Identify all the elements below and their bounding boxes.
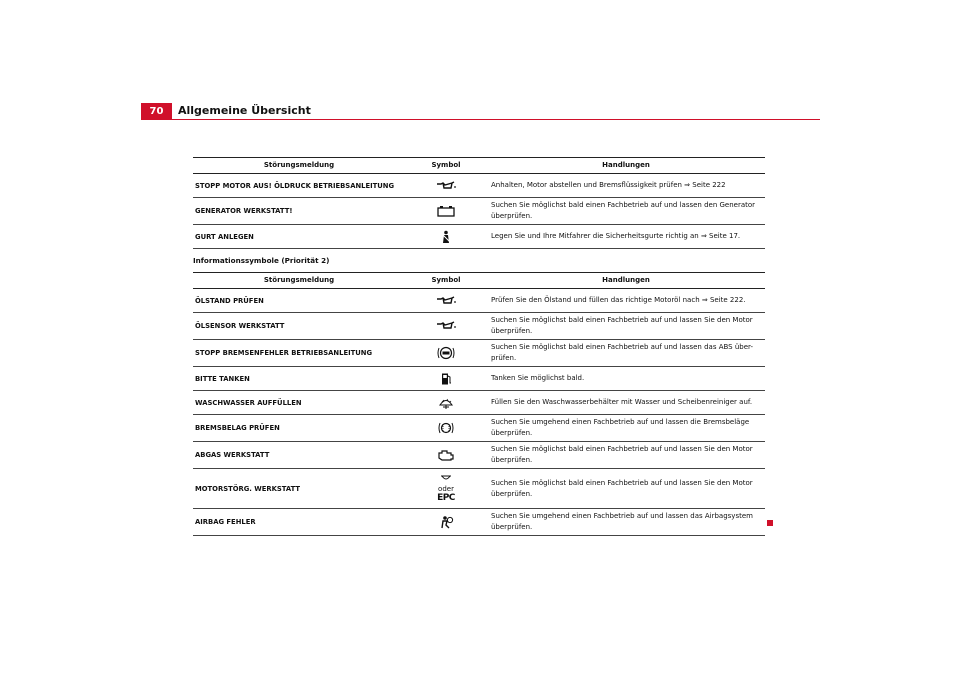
- message-cell: ÖLSENSOR WERKSTATT: [193, 313, 405, 340]
- washer-fluid-icon: [435, 396, 457, 410]
- table-row: [193, 289, 765, 313]
- table-header: [193, 158, 765, 174]
- column-header: Symbol: [405, 158, 487, 174]
- action-cell: Suchen Sie umgehend einen Fachbetrieb auf und lassen die Bremsbeläge überprüfen.: [487, 415, 765, 442]
- table-row: [193, 198, 765, 225]
- oil-can-icon: [435, 319, 457, 333]
- oil-can-icon: [435, 294, 457, 308]
- table-header: [193, 273, 765, 289]
- column-header: Handlungen: [487, 273, 765, 289]
- action-cell: Suchen Sie möglichst bald einen Fachbetrieb auf und lassen Sie den Motor überprüfen.: [487, 469, 765, 509]
- brake-pad-icon: [435, 421, 457, 435]
- table-row: [193, 442, 765, 469]
- message-cell: BREMSBELAG PRÜFEN: [193, 415, 405, 442]
- column-header: Störungsmeldung: [193, 158, 405, 174]
- seatbelt-icon: [435, 230, 457, 244]
- table-row: [193, 225, 765, 249]
- message-cell: MOTORSTÖRG. WERKSTATT: [193, 469, 405, 509]
- end-marker: [767, 520, 773, 526]
- action-cell: Suchen Sie möglichst bald einen Fachbetrieb auf und lassen Sie den Motor überprüfen.: [487, 313, 765, 340]
- action-cell: Prüfen Sie den Ölstand und füllen das richtige Motoröl nach ⇒ Seite 222.: [487, 289, 765, 313]
- or-label: oder: [438, 485, 454, 493]
- action-cell: Suchen Sie möglichst bald einen Fachbetrieb auf und lassen Sie den Motor überprüfen.: [487, 442, 765, 469]
- page-number: 70: [141, 103, 172, 120]
- table-row: [193, 391, 765, 415]
- action-cell: Suchen Sie umgehend einen Fachbetrieb auf und lassen das Airbagsystem überprüfen.: [487, 509, 765, 536]
- table-row: [193, 174, 765, 198]
- abs-icon: [435, 346, 457, 360]
- warning-table: [193, 157, 765, 249]
- message-cell: AIRBAG FEHLER: [193, 509, 405, 536]
- table-row: [193, 469, 765, 509]
- oil-can-icon: [435, 179, 457, 193]
- table-row: [193, 415, 765, 442]
- page-title: Allgemeine Übersicht: [178, 104, 311, 117]
- table-row: [193, 340, 765, 367]
- message-cell: STOPP BREMSENFEHLER BETRIEBSANLEITUNG: [193, 340, 405, 367]
- message-cell: STOPP MOTOR AUS! ÖLDRUCK BETRIEBSANLEITUNG: [193, 174, 405, 198]
- action-cell: Suchen Sie möglichst bald einen Fachbetrieb auf und lassen das ABS über-prüfen.: [487, 340, 765, 367]
- action-cell: Tanken Sie möglichst bald.: [487, 367, 765, 391]
- airbag-icon: [435, 515, 457, 529]
- table-row: [193, 509, 765, 536]
- column-header: Symbol: [405, 273, 487, 289]
- action-cell: Legen Sie und Ihre Mitfahrer die Sicherheitsgurte richtig an ⇒ Seite 17.: [487, 225, 765, 249]
- action-cell: Suchen Sie möglichst bald einen Fachbetrieb auf und lassen den Generator überprüfen.: [487, 198, 765, 225]
- header-rule: [141, 119, 820, 120]
- message-cell: GENERATOR WERKSTATT!: [193, 198, 405, 225]
- message-cell: BITTE TANKEN: [193, 367, 405, 391]
- message-cell: ÖLSTAND PRÜFEN: [193, 289, 405, 313]
- column-header: Störungsmeldung: [193, 273, 405, 289]
- column-header: Handlungen: [487, 158, 765, 174]
- info-table: [193, 272, 765, 536]
- action-cell: Anhalten, Motor abstellen und Bremsflüssigkeit prüfen ⇒ Seite 222: [487, 174, 765, 198]
- action-cell: Füllen Sie den Waschwasserbehälter mit Wasser und Scheibenreiniger auf.: [487, 391, 765, 415]
- message-cell: WASCHWASSER AUFFÜLLEN: [193, 391, 405, 415]
- table-row: [193, 313, 765, 340]
- message-cell: GURT ANLEGEN: [193, 225, 405, 249]
- engine-icon: [435, 448, 457, 462]
- message-cell: ABGAS WERKSTATT: [193, 442, 405, 469]
- section-title: Informationssymbole (Priorität 2): [193, 256, 330, 265]
- epc-label: EPC: [437, 493, 455, 503]
- battery-icon: [435, 204, 457, 218]
- table-row: [193, 367, 765, 391]
- throttle-icon: [439, 474, 453, 483]
- fuel-pump-icon: [435, 372, 457, 386]
